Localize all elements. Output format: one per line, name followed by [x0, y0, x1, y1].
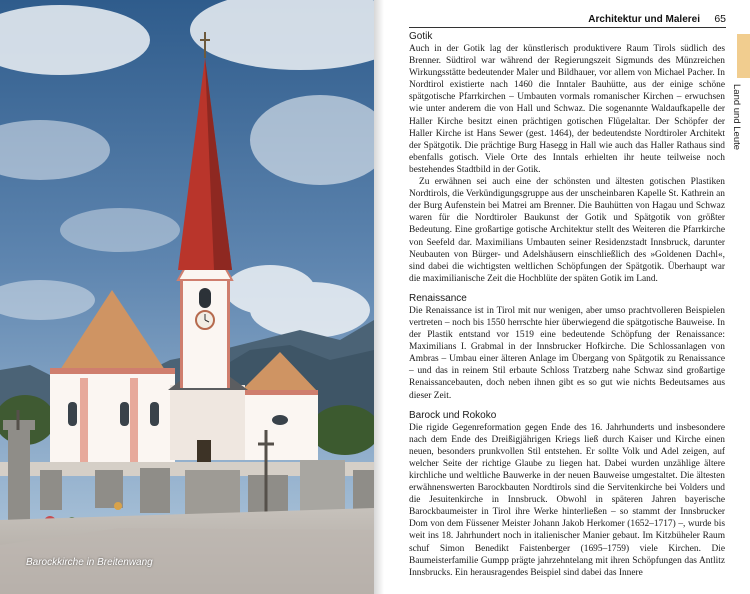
paragraph: Zu erwähnen sei auch eine der schönsten und ältesten gotischen Plastiken Nordtirols, die Verkündigungsgruppe aus der unscheinbaren Kapelle St. Kathrein an der Burg Aufenstein bei Matrei am Brenner. Die Bauhütten von Hagau und Schwaz waren für die Nordtiroler Baukunst der Gotik und Spätgotik von größter Bedeutung. Eine großartige gotische Architektur stellt des Weiteren die Pfarrkirche von Seefeld dar. Maximilians Umbauten seiner Residenzstadt Innsbruck, darunter Neubauten von Bürger- und Adelshäusern einschließlich des »Goldenen Dachl«, sind dabei die wichtigsten weltlichen Schöpfungen der Spätgotik. Überhaupt war die maximilianische Zeit die Hochblüte der späten Gotik im Land. [409, 177, 725, 284]
body-text [409, 30, 725, 579]
page-number: 65 [714, 13, 726, 25]
book-gutter [374, 0, 384, 594]
chapter-tab-marker [737, 34, 750, 78]
section-heading-barock: Barock und Rokoko [409, 409, 497, 421]
text-page [384, 0, 750, 594]
running-header [409, 14, 726, 28]
chapter-title: Architektur und Malerei [588, 14, 700, 25]
paragraph: Die Renaissance ist in Tirol mit nur wenigen, aber umso prachtvolleren Beispielen vertreten – noch bis 1550 herrschte hier überwiegend die spätgotische Bauweise. In der Plastik entstand vor 1519 eine bedeutende Schöpfung der Renaissance: Maximilians I. Grabmal in der Innsbrucker Hofkirche. Die Schlossanlagen von Ambras – Umbau einer älteren Anlage im Übergang von Spätgotik zu Renaissance – und das in reinem Stil erbaute Schloss Tratzberg nahe Schwaz sind großartige Renaissancebauten, doch neben ihnen gibt es so gut wie nichts Bedeutsames aus dieser Zeit. [409, 305, 725, 401]
section-heading-gotik: Gotik [409, 31, 433, 42]
chapter-side-label: Land und Leute [731, 84, 742, 151]
paragraph: Auch in der Gotik lag der künstlerisch produktivere Raum Tirols südlich des Brenner. Südtirol war während der Regierungszeit Sigmunds des Münzreichen Wirkungsstätte bedeutender Maler und Bildhauer, vor allem von Michael Pacher. In Nordtirol existierte nach 1460 die Inntaler Bauhütte, aus der einige schöne spätgotische Pfarrkirchen – Umbauten vormals romanischer Kirchen – erwuchsen wie unter anderem die von Hall und Schwaz. Die sogenannte Waldaufkapelle der Haller Kirche besitzt einen prächtigen gotischen Flügelaltar. Der Schöpfer der Haller Kirche ist Hans Sewer (gest. 1464), der bedeutendste Nordtiroler Architekt der Spätgotik. Die prächtige Burg Hasegg in Hall wie auch das Haller Rathaus sind ebenfalls gotisch. Viele Orte des Inntals erhielten ihr heute teilweise noch bestehendes Stadtbild in der Gotik. [409, 44, 725, 175]
section-heading-renaissance: Renaissance [409, 292, 467, 304]
photo-caption: Barockkirche in Breitenwang [26, 557, 153, 568]
church-illustration [0, 0, 374, 594]
church-photo [0, 0, 374, 594]
paragraph: Die rigide Gegenreformation gegen Ende des 16. Jahrhunderts und insbesondere nach dem Ende des Dreißigjährigen Kriegs ließ durch Kaiser und Kirche einen neuen, besonders prunkvollen Stil entstehen. Er sollte Volk und Adel zeigen, auf welcher Seite der richtige Glaube zu liegen hat. Dabei wurden unzählige ältere kirchliche und weltliche Bauwerke in der neuen Bauweise umgestaltet. Die ältesten erwähnenswerten Barockbauten Nordtirols sind die Servitenkirche bei Volders und die Jesuitenkirche in Innsbruck. Obwohl in späteren Jahren bayerische Barockbaumeister in Tirol ihre Werke hinterließen – so stammt der Innsbrucker Dom von dem Füssener Meister Johann Jakob Herkomer (1652–1717) –, wurde bis weit ins 18. Jahrhundert noch in italienischer Manier gebaut. Im Kitzbüheler Raum schuf Simon Benedikt Faistenberger (1695–1759) viele Kirchen. Die Baumeisterfamilie Gumpp prägte jahrzehntelang mit ihren Schöpfungen das Antlitz Innsbrucks. Ein herausragendes Beispiel sind dabei das Innere [409, 422, 725, 578]
